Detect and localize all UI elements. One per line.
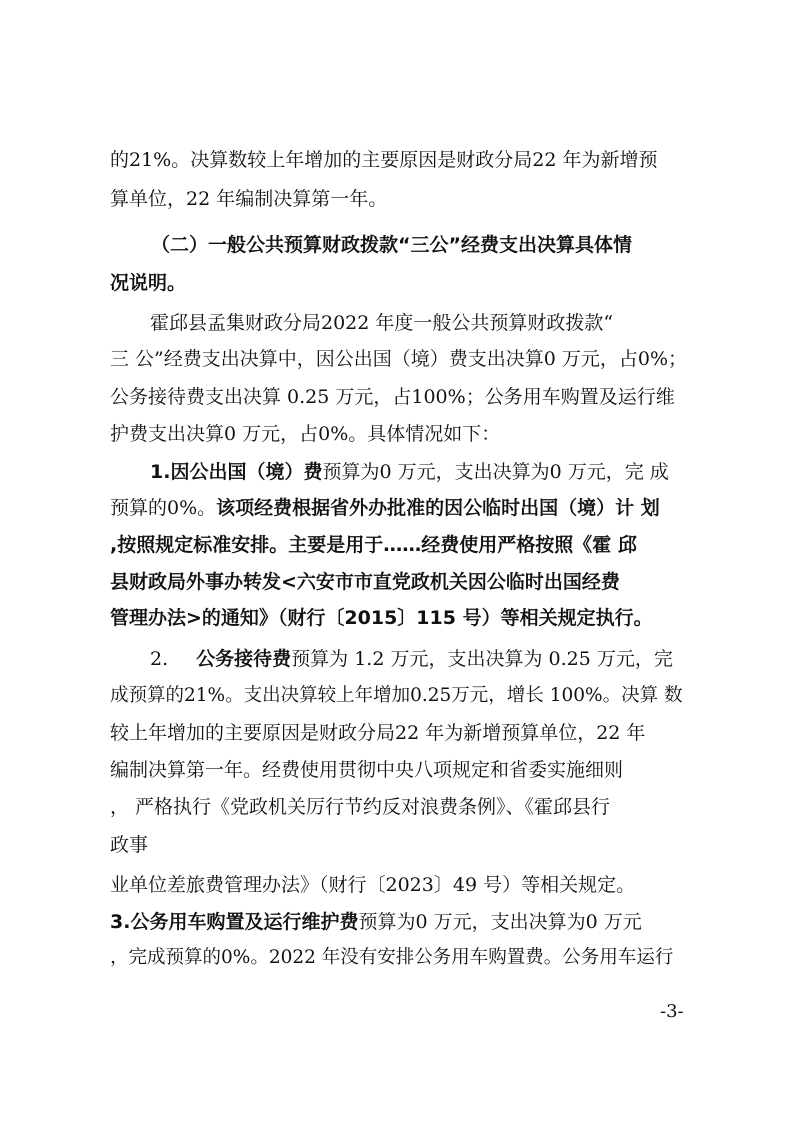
- item-emphasis: 该项经费根据省外办批准的因公临时出国（境）计 划: [216, 497, 660, 519]
- body-line: 公务接待费支出决算 0.25 万元，占100%；公务用车购置及运行维: [110, 386, 675, 408]
- body-line: 算单位，22 年编制决算第一年。: [110, 188, 388, 210]
- body-line: 业单位差旅费管理办法》（财行〔2023〕49 号）等相关规定。: [110, 874, 636, 896]
- body-line: 三 公”经费支出决算中，因公出国（境）费支出决算0 万元，占0%；: [110, 348, 688, 370]
- item-title: 3.公务用车购置及运行维护费: [110, 911, 359, 933]
- item-text: 预算为 1.2 万元，支出决算为 0.25 万元，完: [291, 648, 673, 670]
- item-title: 公务接待费: [196, 648, 292, 670]
- emphasis-line: ,按照规定标准安排。主要是用于……经费使用严格按照《霍 邱: [110, 534, 637, 556]
- body-line: 政事: [110, 834, 149, 856]
- item-text: 预算的0%。: [110, 497, 217, 519]
- item-line: [150, 460, 669, 484]
- body-line: 护费支出决算0 万元，占0%。具体情况如下：: [110, 423, 501, 445]
- body-line: 较上年增加的主要原因是财政分局22 年为新增预算单位，22 年: [110, 722, 646, 744]
- body-line: ， 严格执行《党政机关厉行节约反对浪费条例》、《霍邱县行: [110, 796, 611, 818]
- body-line: 编制决算第一年。经费使用贯彻中央八项规定和省委实施细则: [110, 759, 624, 781]
- page-number: -3-: [660, 1001, 684, 1022]
- item-line: [110, 496, 660, 520]
- section-heading: （二）一般公共预算财政拨款“三公”经费支出决算具体情: [151, 234, 632, 256]
- item-title: 1.因公出国（境）费: [150, 461, 323, 483]
- item-number: 2.: [150, 648, 169, 670]
- emphasis-line: 县财政局外事办转发<六安市市直党政机关因公临时出国经费: [110, 571, 620, 593]
- item-line: [110, 910, 642, 934]
- item-text: 预算为0 万元，支出决算为0 万元，完 成: [322, 461, 669, 483]
- item-text: 预算为0 万元，支出决算为0 万元: [358, 911, 642, 933]
- emphasis-line: 管理办法>的通知》（财行〔2015〕115 号）等相关规定执行。: [110, 607, 653, 629]
- body-line: 霍邱县孟集财政分局2022 年度一般公共预算财政拨款“: [150, 312, 614, 334]
- body-line: 的21%。决算数较上年增加的主要原因是财政分局22 年为新增预: [110, 149, 658, 171]
- body-line: ，完成预算的0%。2022 年没有安排公务用车购置费。公务用车运行: [110, 947, 674, 968]
- body-line: 成预算的21%。支出决算较上年增加0.25万元，增长 100%。决算 数: [110, 685, 683, 706]
- section-heading: 况说明。: [110, 272, 187, 294]
- item-line: [150, 647, 673, 671]
